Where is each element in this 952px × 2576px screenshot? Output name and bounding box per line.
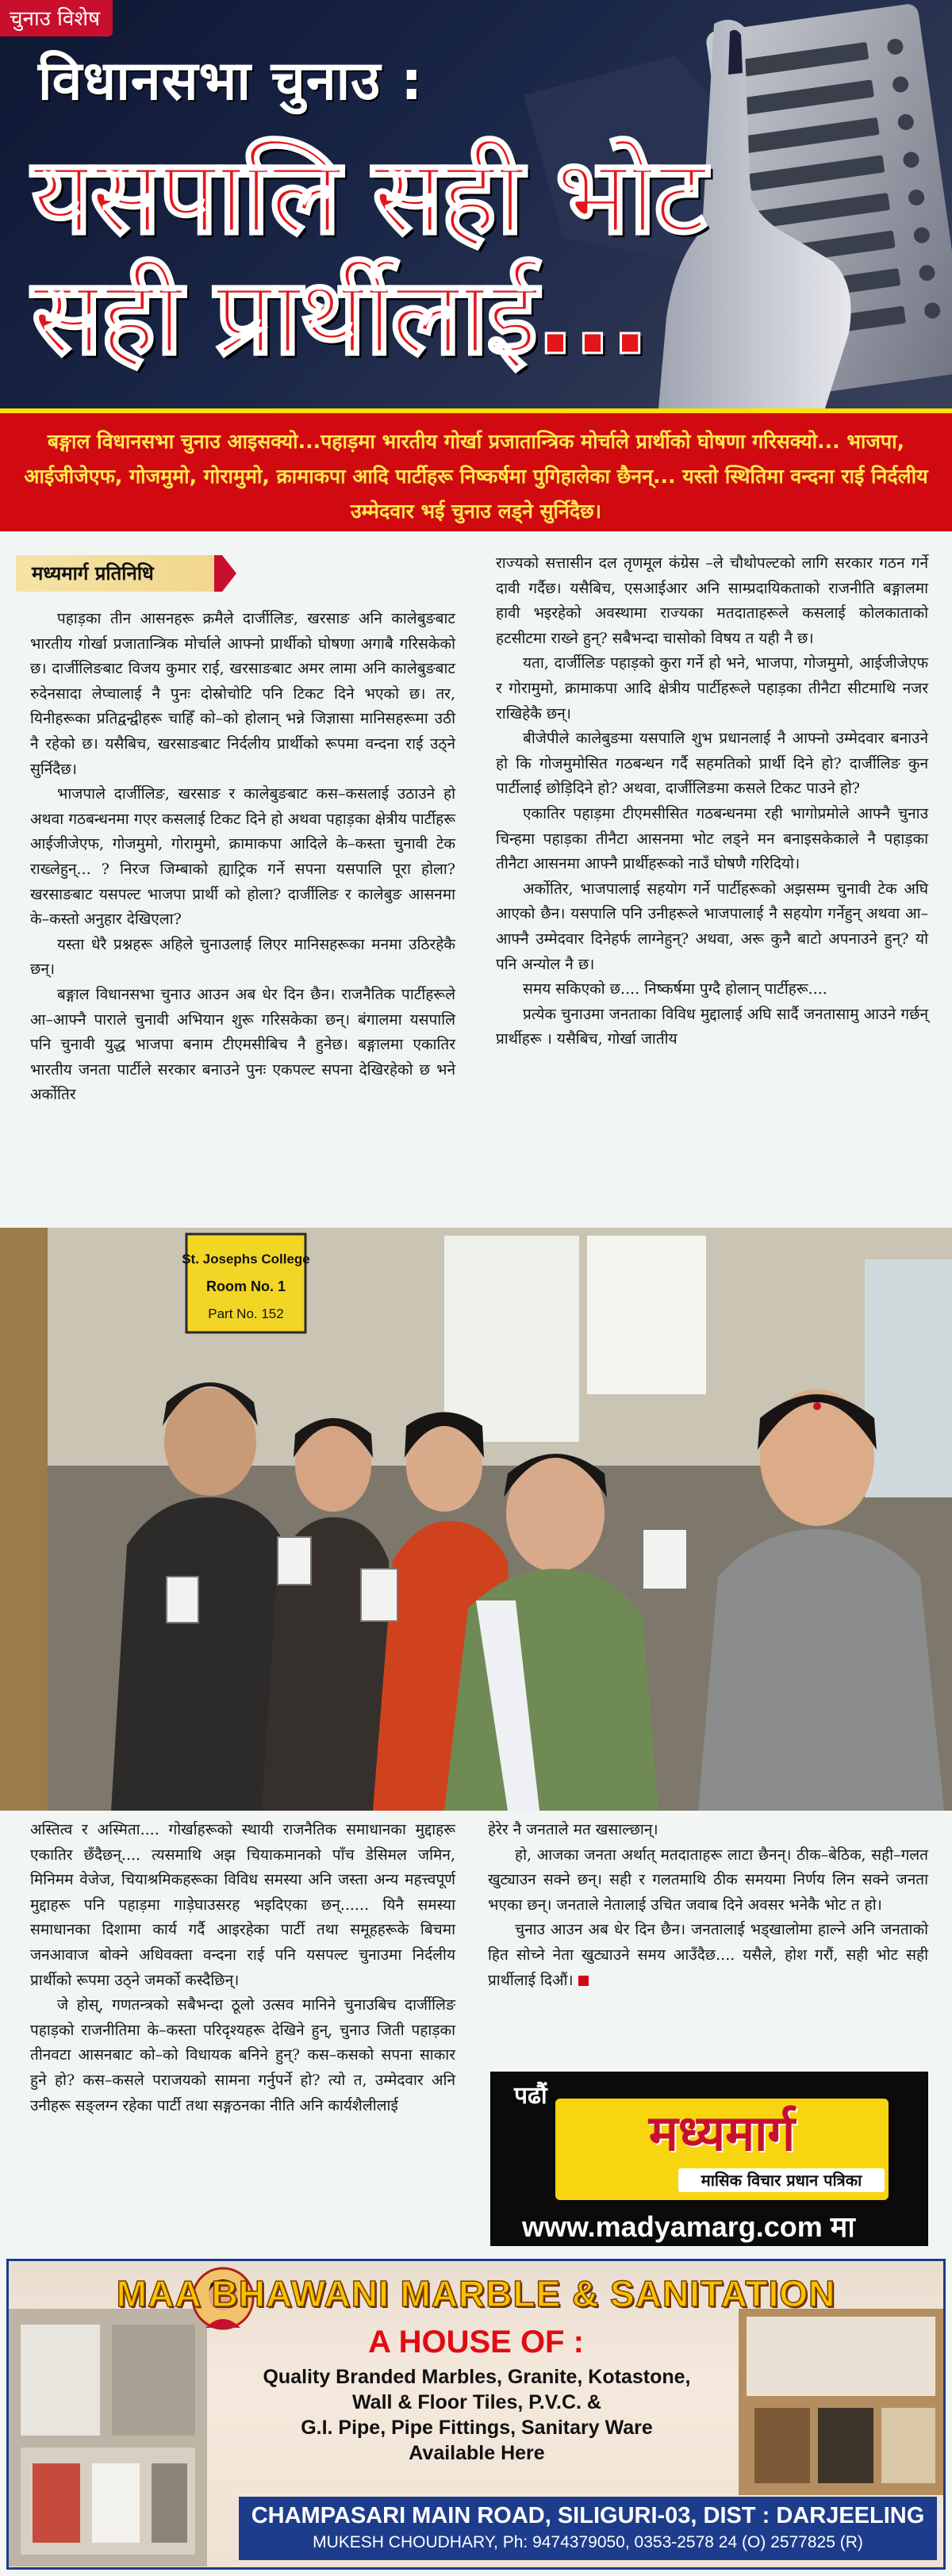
room-sign-line-2: Room No. 1 — [205, 1278, 286, 1294]
paragraph: समय सकिएको छ.... निष्कर्षमा पुग्दै होलान् पार्टीहरू.... — [523, 980, 827, 999]
paragraph: यता, दार्जीलिङ पहाड़को कुरा गर्ने हो भने, भाजपा, गोजमुमो, आईजीजेएफ र गोरामुमो, क्रामाकपा आदि क्षेत्रीय पार्टीहरूले पहाड़का तीनैटा सीटमाथि नजर राखिहेकै छन्। — [496, 654, 928, 723]
headline-line-2: सही प्रार्थीलाई... — [32, 256, 648, 378]
magazine-logo — [555, 2099, 889, 2200]
shop-contact: MUKESH CHOUDHARY, Ph: 9474379050, 0353-2578 24 (O) 2577825 (R) — [313, 2533, 863, 2551]
magazine-name: मध्यमार्ग — [648, 2104, 796, 2162]
closing-paragraph: चुनाउ आउन अब धेर दिन छैन। जनतालाई भड्खालोमा हाल्ने अनि जनताको हित सोच्ने नेता खुट्याउने समय आउँदैछ.... यसैले, होश गरौं, सही भोट सही प्रार्थीलाई दिऔं। — [488, 1921, 928, 1989]
article-column-right-bottom — [488, 1818, 928, 1993]
intro-banner: बङ्गाल विधानसभा चुनाउ आइसक्यो...पहाड़मा भारतीय गोर्खा प्रजातान्त्रिक मोर्चाले प्रार्थीको घोषणा गरिसक्यो... भाजपा, आईजीजेएफ, गोजमुमो, गोरामुमो, क्रामाकपा आदि पार्टीहरू निष्कर्षमा पुगिहालेका छैनन्... यस्तो स्थितिमा वन्दना राई निर्दलीय उम्मेदवार भई चुनाउ लड्ने सुर्निदैछ। — [0, 408, 952, 531]
hero-banner — [0, 0, 952, 408]
paragraph: यस्ता धेरै प्रश्नहरू अहिले चुनाउलाई लिएर मानिसहरूका मनमा उठिरहेकै छन्। — [30, 935, 455, 979]
article-column-right-top — [496, 551, 928, 1052]
house-of-heading: A HOUSE OF : — [368, 2325, 584, 2359]
byline: मध्यमार्ग प्रतिनिधि — [16, 555, 222, 592]
magazine-advertisement — [490, 2072, 928, 2246]
magazine-url[interactable]: www.madyamarg.com मा — [522, 2210, 855, 2243]
paragraph: अर्कोतिर, भाजपालाई सहयोग गर्ने पार्टीहरूको अझसम्म चुनावी टेक अघि आएको छैन। यसपालि पनि उनीहरूले भाजपालाई नै सहयोग गर्नेहुन् अथवा आ–आफ्नै उम्मेदवार दिनेहर्फ लाग्नेहुन्? अथवा, अरू कुनै बाटो अपनाउने हुन्? यो पनि अन्योल नै छ। — [496, 880, 928, 973]
product-line: Wall & Floor Tiles, P.V.C. & — [352, 2391, 601, 2413]
paragraph: हेरेर नै जनताले मत खसाल्छान्। — [488, 1821, 658, 1838]
paragraph — [488, 1918, 928, 1993]
section-tag: चुनाउ विशेष — [0, 0, 113, 36]
product-list — [207, 2364, 747, 2466]
product-line: G.I. Pipe, Pipe Fittings, Sanitary Ware — [301, 2417, 653, 2439]
shop-advertisement — [6, 2259, 946, 2570]
article-column-left-top — [30, 607, 455, 1108]
read-label: पढौं — [514, 2082, 547, 2110]
voters-photo — [0, 1228, 952, 1811]
headline-line-1: यसपालि सही भोट — [32, 136, 704, 258]
article-column-left-bottom — [30, 1818, 455, 2118]
paragraph: पहाड़का तीन आसनहरू क्रमैले दार्जीलिङ, खरसाङ अनि कालेबुङबाट भारतीय गोर्खा प्रजातान्त्रिक मोर्चाले आफ्नो प्रार्थीको घोषणा अगाबै गरिसकेको छ। दार्जीलिङबाट विजय कुमार राई, खरसाङबाट अमर लामा अनि कालेबुङबाट रुदेनसादा लेप्चालाई नै पुनः दोस्रोचोटि पनि टिकट दिने भएको छ। तर, यिनीहरूका प्रतिद्वन्द्वीहरू चाहिँ को–को होलान् भन्ने जिज्ञासा मानिसहरूमा उठी नै रहेको छ। यसैबिच, खरसाङबाट निर्दलीय प्रार्थीको रूपमा वन्दना राई उठ्ने सुर्निदैछ। — [30, 610, 455, 778]
paragraph: एकातिर पहाड़मा टीएमसीसित गठबन्धनमा रही भागोप्रमोले आफ्नै चुनाउ चिन्हमा पहाड़का तीनैटा आसनमा भोट लड्ने मन बनाइसकेकाले नै पहाड़का तीनैटा आसनमा आफ्नै प्रार्थीहरूको नाउँ घोषणै गरिदियो। — [496, 804, 928, 873]
shop-address: CHAMPASARI MAIN ROAD, SILIGURI-03, DIST : DARJEELING — [251, 2503, 925, 2528]
room-sign-line-1: St. Josephs College — [182, 1252, 310, 1267]
end-mark-icon — [578, 1976, 589, 1986]
room-sign-line-3: Part No. 152 — [208, 1306, 284, 1321]
address-bar — [239, 2497, 937, 2560]
hero-kicker: विधानसभा चुनाउ : — [38, 50, 424, 113]
shop-name: MAA BHAWANI MARBLE & SANITATION — [116, 2273, 836, 2314]
paragraph: भाजपाले दार्जीलिङ, खरसाङ र कालेबुङबाट कस–कसलाई उठाउने हो अथवा गठबन्धनमा गएर कसलाई टिकट दिने हो अथवा पहाड़का क्षेत्रीय पार्टीहरू आईजीजेएफ, गोजमुमो, गोरामुमो, क्रामाकपा आदिले के–कस्ता चुनावी टेक राख्लेहुन्... ? निरज जिम्बाको ह्याट्रिक गर्ने सपना यसपालि पूरा होला? खरसाङबाट यसपल्ट भाजपा प्रार्थी को होला? दार्जीलिङ र कालेबुङ आसनमा के–कस्तो अनुहार देखिएला? — [30, 785, 455, 929]
voters-illustration — [0, 1228, 952, 1811]
product-line: Quality Branded Marbles, Granite, Kotastone, — [263, 2366, 691, 2388]
magazine-tagline: मासिक विचार प्रधान पत्रिका — [678, 2168, 885, 2192]
paragraph: जे होस्, गणतन्त्रको सबैभन्दा ठूलो उत्सव मानिने चुनाउबिच दार्जीलिङ पहाड़को राजनीतिमा के–कस्ता परिदृश्यहरू देखिने हुन्, चुनाउ जिती पहाड़का तीनवटा आसनबाट को–को विधायक बनिने हुन्? कस–कसको सपना साकार हुने हो? कस–कसले पराजयको सामना गर्नुपर्ने हो? त्यो त, उम्मेदवार अनि उनीहरू सङ्लग्न रहेका पार्टी तथा सङ्गठनका नीति अनि कार्यशैलीलाई — [30, 1996, 455, 2114]
product-line: Available Here — [409, 2442, 545, 2464]
paragraph: अस्तित्व र अस्मिता.... गोर्खाहरूको स्थायी राजनैतिक समाधानका मुद्दाहरू एकातिर छँदैछन्.... त्यसमाथि अझ चियाकमानको पाँच डेसिमल जमिन, मिनिमम वेजेज, चियाश्रमिकहरूका विविध समस्या अनि जस्ता अन्य महत्त्वपूर्ण मुद्दाहरू पनि पहाड़मा गाड़ेघाउसरह भइदिएका छन्...... यिनै समस्या समाधानका दिशामा कार्य गर्दै आइरहेका पार्टी तथा समूहहरूके बिचमा जनआवाज बोक्ने अधिवक्ता वन्दना राई पनि यसपल्ट चुनाउमा निर्दलीय प्रार्थीको रूपमा उठ्ने जमर्को कस्दैछिन्। — [30, 1821, 455, 1989]
paragraph: हो, आजका जनता अर्थात् मतदाताहरू लाटा छैनन्। ठीक–बेठिक, सही–गलत खुट्याउन सक्ने छन्। सही र गलतमाथि ठीक समयमा निर्णय लिन सक्ने जनता भएका छन्। जनताले नेतालाई उचित जवाब दिने अवसर भनेकै भोट त हो। — [488, 1846, 928, 1914]
paragraph: प्रत्येक चुनाउमा जनताका विविध मुद्दालाई अघि सार्दै जनतासामु आउने गर्छन् प्रार्थीहरू । यसैबिच, गोर्खा जातीय — [496, 1005, 928, 1048]
paragraph: राज्यको सत्तासीन दल तृणमूल कंग्रेस –ले चौथोपल्टको लागि सरकार गठन गर्ने दावी गर्दैछ। यसैबिच, एसआईआर अनि साम्प्रदायिकताको राजनीति बङ्गालमा हावी भइरहेको अवस्थामा राज्यका मतदाताहरूले कसलाई कोलकाताको हटसीटमा राख्ने हुन्? सबैभन्दा चासोको विषय त यही नै छ। — [496, 554, 928, 647]
paragraph: बीजेपीले कालेबुङमा यसपालि शुभ प्रधानलाई नै आफ्नो उम्मेदवार बनाउने हो कि गोजमुमोसित गठबन्धन गर्दै सहमतिको प्रार्थी दिने हो? दार्जीलिङ कुन पार्टीलाई छोड़िदिने हो? अथवा, दार्जीलिङमा कसले टिकट पाउने हो? — [496, 730, 928, 798]
paragraph: बङ्गाल विधानसभा चुनाउ आउन अब धेर दिन छैन। राजनैतिक पार्टीहरूले आ–आफ्नै पाराले चुनावी अभियान शुरू गरिसकेका छन्। बंगालमा यसपालि पनि चुनावी युद्ध भाजपा बनाम टीएमसीबिच नै हुनेछ। बङ्गालमा एकातिर भारतीय जनता पार्टीले सरकार बनाउने पुनः एकपल्ट सपना देखिरहेको छ भने अर्कोतिर — [30, 985, 455, 1104]
